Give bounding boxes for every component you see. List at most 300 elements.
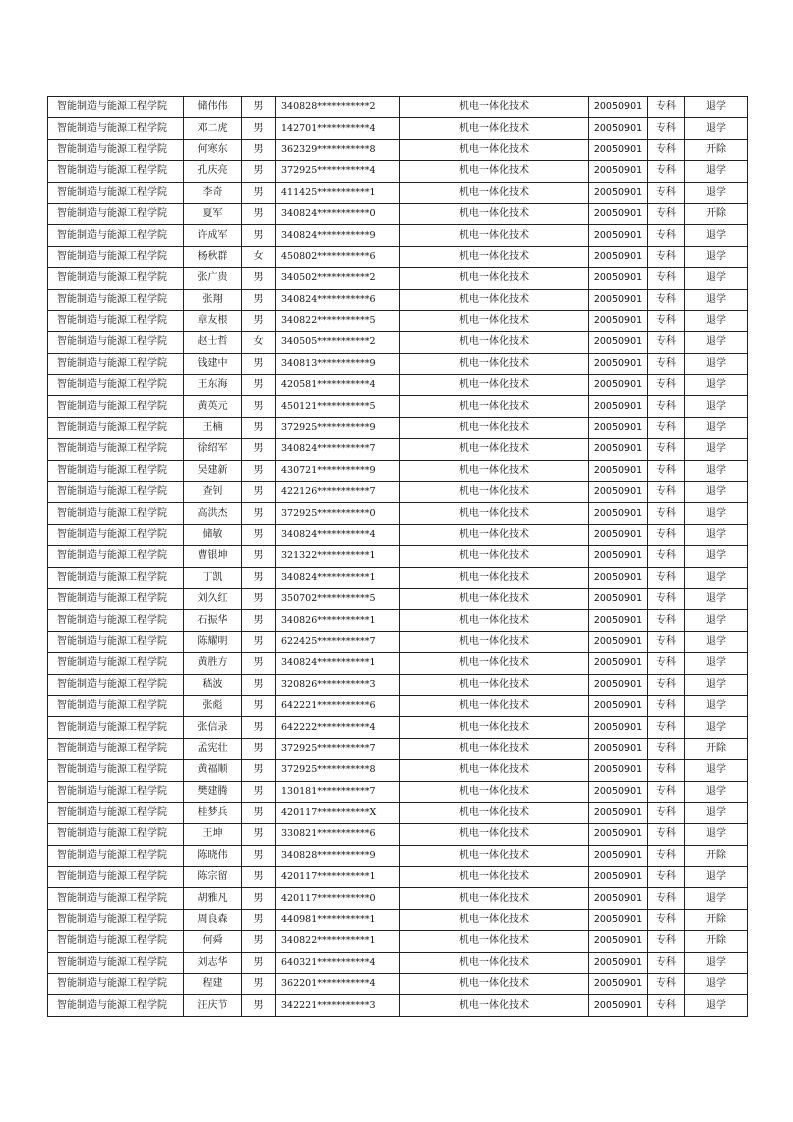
table-row: [48, 674, 748, 695]
enroll-date-cell: 20050901: [589, 695, 648, 716]
major-cell: 机电一体化技术: [400, 610, 589, 631]
gender-cell: 男: [242, 974, 276, 995]
enroll-date-cell: 20050901: [589, 310, 648, 331]
table-row: [48, 310, 748, 331]
status-cell: 退学: [685, 353, 748, 374]
status-cell: 退学: [685, 824, 748, 845]
major-cell: 机电一体化技术: [400, 396, 589, 417]
table-row: [48, 268, 748, 289]
gender-cell: 男: [242, 417, 276, 438]
college-cell: 智能制造与能源工程学院: [48, 482, 184, 503]
level-cell: 专科: [648, 588, 685, 609]
level-cell: 专科: [648, 567, 685, 588]
level-cell: 专科: [648, 931, 685, 952]
id-number-cell: 321322***********1: [276, 546, 400, 567]
college-cell: 智能制造与能源工程学院: [48, 118, 184, 139]
id-number-cell: 430721***********9: [276, 460, 400, 481]
id-number-cell: 340826***********1: [276, 610, 400, 631]
table-row: [48, 995, 748, 1016]
status-cell: 退学: [685, 310, 748, 331]
status-cell: 退学: [685, 695, 748, 716]
id-number-cell: 330821***********6: [276, 824, 400, 845]
status-cell: 退学: [685, 246, 748, 267]
college-cell: 智能制造与能源工程学院: [48, 588, 184, 609]
status-cell: 退学: [685, 417, 748, 438]
gender-cell: 男: [242, 588, 276, 609]
gender-cell: 男: [242, 674, 276, 695]
major-cell: 机电一体化技术: [400, 353, 589, 374]
status-cell: 开除: [685, 909, 748, 930]
student-name-cell: 杨秋群: [184, 246, 242, 267]
level-cell: 专科: [648, 610, 685, 631]
student-name-cell: 张广贵: [184, 268, 242, 289]
enroll-date-cell: 20050901: [589, 268, 648, 289]
major-cell: 机电一体化技术: [400, 161, 589, 182]
table-row: [48, 524, 748, 545]
student-name-cell: 周良森: [184, 909, 242, 930]
gender-cell: 男: [242, 845, 276, 866]
table-row: [48, 396, 748, 417]
id-number-cell: 450802***********6: [276, 246, 400, 267]
table-row: [48, 503, 748, 524]
college-cell: 智能制造与能源工程学院: [48, 909, 184, 930]
level-cell: 专科: [648, 674, 685, 695]
status-cell: 退学: [685, 888, 748, 909]
college-cell: 智能制造与能源工程学院: [48, 845, 184, 866]
major-cell: 机电一体化技术: [400, 310, 589, 331]
table-row: [48, 867, 748, 888]
major-cell: 机电一体化技术: [400, 909, 589, 930]
gender-cell: 男: [242, 802, 276, 823]
table-row: [48, 439, 748, 460]
student-name-cell: 孟宪壮: [184, 738, 242, 759]
status-cell: 退学: [685, 610, 748, 631]
college-cell: 智能制造与能源工程学院: [48, 674, 184, 695]
table-row: [48, 353, 748, 374]
enroll-date-cell: 20050901: [589, 995, 648, 1016]
major-cell: 机电一体化技术: [400, 653, 589, 674]
student-name-cell: 吴建新: [184, 460, 242, 481]
level-cell: 专科: [648, 546, 685, 567]
student-name-cell: 程建: [184, 974, 242, 995]
enroll-date-cell: 20050901: [589, 524, 648, 545]
college-cell: 智能制造与能源工程学院: [48, 802, 184, 823]
student-name-cell: 樊建腾: [184, 781, 242, 802]
student-name-cell: 何舜: [184, 931, 242, 952]
gender-cell: 男: [242, 439, 276, 460]
student-name-cell: 张信录: [184, 717, 242, 738]
level-cell: 专科: [648, 396, 685, 417]
id-number-cell: 130181***********7: [276, 781, 400, 802]
status-cell: 退学: [685, 867, 748, 888]
enroll-date-cell: 20050901: [589, 588, 648, 609]
level-cell: 专科: [648, 695, 685, 716]
gender-cell: 男: [242, 995, 276, 1016]
student-name-cell: 陈耀明: [184, 631, 242, 652]
gender-cell: 男: [242, 781, 276, 802]
student-name-cell: 许成军: [184, 225, 242, 246]
level-cell: 专科: [648, 781, 685, 802]
gender-cell: 男: [242, 909, 276, 930]
student-name-cell: 黄福顺: [184, 760, 242, 781]
student-name-cell: 李奇: [184, 182, 242, 203]
table-row: [48, 289, 748, 310]
id-number-cell: 340824***********1: [276, 567, 400, 588]
id-number-cell: 340824***********9: [276, 225, 400, 246]
status-cell: 开除: [685, 845, 748, 866]
gender-cell: 男: [242, 97, 276, 118]
id-number-cell: 340813***********9: [276, 353, 400, 374]
id-number-cell: 362201***********4: [276, 974, 400, 995]
status-cell: 退学: [685, 182, 748, 203]
level-cell: 专科: [648, 139, 685, 160]
status-cell: 退学: [685, 974, 748, 995]
student-name-cell: 夏军: [184, 203, 242, 224]
enroll-date-cell: 20050901: [589, 909, 648, 930]
major-cell: 机电一体化技术: [400, 952, 589, 973]
gender-cell: 男: [242, 653, 276, 674]
college-cell: 智能制造与能源工程学院: [48, 503, 184, 524]
college-cell: 智能制造与能源工程学院: [48, 268, 184, 289]
enroll-date-cell: 20050901: [589, 289, 648, 310]
college-cell: 智能制造与能源工程学院: [48, 310, 184, 331]
enroll-date-cell: 20050901: [589, 97, 648, 118]
table-row: [48, 246, 748, 267]
major-cell: 机电一体化技术: [400, 781, 589, 802]
student-name-cell: 黄英元: [184, 396, 242, 417]
student-name-cell: 胡雅凡: [184, 888, 242, 909]
status-cell: 退学: [685, 802, 748, 823]
enroll-date-cell: 20050901: [589, 139, 648, 160]
id-number-cell: 622425***********7: [276, 631, 400, 652]
id-number-cell: 420117***********X: [276, 802, 400, 823]
enroll-date-cell: 20050901: [589, 503, 648, 524]
enroll-date-cell: 20050901: [589, 888, 648, 909]
level-cell: 专科: [648, 289, 685, 310]
table-row: [48, 610, 748, 631]
major-cell: 机电一体化技术: [400, 118, 589, 139]
student-name-cell: 张彪: [184, 695, 242, 716]
college-cell: 智能制造与能源工程学院: [48, 931, 184, 952]
enroll-date-cell: 20050901: [589, 631, 648, 652]
gender-cell: 男: [242, 375, 276, 396]
level-cell: 专科: [648, 631, 685, 652]
enroll-date-cell: 20050901: [589, 974, 648, 995]
major-cell: 机电一体化技术: [400, 417, 589, 438]
major-cell: 机电一体化技术: [400, 845, 589, 866]
student-name-cell: 张翔: [184, 289, 242, 310]
gender-cell: 男: [242, 161, 276, 182]
college-cell: 智能制造与能源工程学院: [48, 631, 184, 652]
id-number-cell: 422126***********7: [276, 482, 400, 503]
id-number-cell: 372925***********7: [276, 738, 400, 759]
major-cell: 机电一体化技术: [400, 332, 589, 353]
college-cell: 智能制造与能源工程学院: [48, 760, 184, 781]
student-name-cell: 刘志华: [184, 952, 242, 973]
table-row: [48, 225, 748, 246]
gender-cell: 男: [242, 610, 276, 631]
major-cell: 机电一体化技术: [400, 203, 589, 224]
gender-cell: 男: [242, 482, 276, 503]
major-cell: 机电一体化技术: [400, 482, 589, 503]
level-cell: 专科: [648, 738, 685, 759]
major-cell: 机电一体化技术: [400, 931, 589, 952]
status-cell: 退学: [685, 460, 748, 481]
gender-cell: 男: [242, 631, 276, 652]
table-row: [48, 717, 748, 738]
college-cell: 智能制造与能源工程学院: [48, 567, 184, 588]
level-cell: 专科: [648, 182, 685, 203]
student-name-cell: 刘久红: [184, 588, 242, 609]
gender-cell: 男: [242, 760, 276, 781]
table-row: [48, 567, 748, 588]
college-cell: 智能制造与能源工程学院: [48, 824, 184, 845]
status-cell: 退学: [685, 332, 748, 353]
enroll-date-cell: 20050901: [589, 225, 648, 246]
student-name-cell: 王楠: [184, 417, 242, 438]
gender-cell: 男: [242, 139, 276, 160]
student-name-cell: 石振华: [184, 610, 242, 631]
college-cell: 智能制造与能源工程学院: [48, 952, 184, 973]
college-cell: 智能制造与能源工程学院: [48, 246, 184, 267]
enroll-date-cell: 20050901: [589, 460, 648, 481]
student-name-cell: 汪庆节: [184, 995, 242, 1016]
status-cell: 退学: [685, 396, 748, 417]
enroll-date-cell: 20050901: [589, 717, 648, 738]
level-cell: 专科: [648, 524, 685, 545]
level-cell: 专科: [648, 97, 685, 118]
level-cell: 专科: [648, 460, 685, 481]
enroll-date-cell: 20050901: [589, 610, 648, 631]
id-number-cell: 142701***********4: [276, 118, 400, 139]
id-number-cell: 640321***********4: [276, 952, 400, 973]
id-number-cell: 450121***********5: [276, 396, 400, 417]
major-cell: 机电一体化技术: [400, 995, 589, 1016]
table-row: [48, 375, 748, 396]
status-cell: 退学: [685, 674, 748, 695]
student-name-cell: 邓二虎: [184, 118, 242, 139]
enroll-date-cell: 20050901: [589, 824, 648, 845]
gender-cell: 男: [242, 503, 276, 524]
gender-cell: 男: [242, 225, 276, 246]
status-cell: 退学: [685, 653, 748, 674]
gender-cell: 男: [242, 268, 276, 289]
level-cell: 专科: [648, 760, 685, 781]
student-name-cell: 陈宗留: [184, 867, 242, 888]
gender-cell: 男: [242, 717, 276, 738]
major-cell: 机电一体化技术: [400, 246, 589, 267]
level-cell: 专科: [648, 995, 685, 1016]
student-name-cell: 赵士哲: [184, 332, 242, 353]
enroll-date-cell: 20050901: [589, 182, 648, 203]
table-row: [48, 845, 748, 866]
enroll-date-cell: 20050901: [589, 653, 648, 674]
student-name-cell: 储敏: [184, 524, 242, 545]
major-cell: 机电一体化技术: [400, 824, 589, 845]
gender-cell: 男: [242, 824, 276, 845]
id-number-cell: 320826***********3: [276, 674, 400, 695]
id-number-cell: 372925***********8: [276, 760, 400, 781]
table-row: [48, 460, 748, 481]
enroll-date-cell: 20050901: [589, 931, 648, 952]
gender-cell: 男: [242, 952, 276, 973]
college-cell: 智能制造与能源工程学院: [48, 353, 184, 374]
student-name-cell: 章友根: [184, 310, 242, 331]
college-cell: 智能制造与能源工程学院: [48, 867, 184, 888]
table-row: [48, 824, 748, 845]
student-name-cell: 何寒东: [184, 139, 242, 160]
college-cell: 智能制造与能源工程学院: [48, 524, 184, 545]
major-cell: 机电一体化技术: [400, 546, 589, 567]
college-cell: 智能制造与能源工程学院: [48, 439, 184, 460]
college-cell: 智能制造与能源工程学院: [48, 375, 184, 396]
enroll-date-cell: 20050901: [589, 845, 648, 866]
table-row: [48, 161, 748, 182]
level-cell: 专科: [648, 717, 685, 738]
college-cell: 智能制造与能源工程学院: [48, 610, 184, 631]
major-cell: 机电一体化技术: [400, 289, 589, 310]
id-number-cell: 340824***********1: [276, 653, 400, 674]
level-cell: 专科: [648, 974, 685, 995]
college-cell: 智能制造与能源工程学院: [48, 974, 184, 995]
status-cell: 退学: [685, 588, 748, 609]
major-cell: 机电一体化技术: [400, 460, 589, 481]
table-body: [48, 97, 748, 1017]
college-cell: 智能制造与能源工程学院: [48, 161, 184, 182]
college-cell: 智能制造与能源工程学院: [48, 653, 184, 674]
status-cell: 退学: [685, 118, 748, 139]
level-cell: 专科: [648, 867, 685, 888]
level-cell: 专科: [648, 310, 685, 331]
major-cell: 机电一体化技术: [400, 588, 589, 609]
level-cell: 专科: [648, 909, 685, 930]
id-number-cell: 420117***********1: [276, 867, 400, 888]
level-cell: 专科: [648, 225, 685, 246]
status-cell: 退学: [685, 503, 748, 524]
table-row: [48, 139, 748, 160]
enroll-date-cell: 20050901: [589, 952, 648, 973]
gender-cell: 男: [242, 118, 276, 139]
gender-cell: 男: [242, 203, 276, 224]
id-number-cell: 372925***********9: [276, 417, 400, 438]
level-cell: 专科: [648, 888, 685, 909]
status-cell: 退学: [685, 289, 748, 310]
enroll-date-cell: 20050901: [589, 674, 648, 695]
status-cell: 退学: [685, 97, 748, 118]
gender-cell: 男: [242, 182, 276, 203]
id-number-cell: 340822***********5: [276, 310, 400, 331]
college-cell: 智能制造与能源工程学院: [48, 888, 184, 909]
major-cell: 机电一体化技术: [400, 867, 589, 888]
status-cell: 退学: [685, 268, 748, 289]
college-cell: 智能制造与能源工程学院: [48, 203, 184, 224]
gender-cell: 男: [242, 353, 276, 374]
id-number-cell: 440981***********1: [276, 909, 400, 930]
status-cell: 退学: [685, 546, 748, 567]
table-row: [48, 695, 748, 716]
id-number-cell: 340828***********2: [276, 97, 400, 118]
enroll-date-cell: 20050901: [589, 781, 648, 802]
id-number-cell: 340824***********4: [276, 524, 400, 545]
status-cell: 退学: [685, 524, 748, 545]
major-cell: 机电一体化技术: [400, 717, 589, 738]
table-row: [48, 482, 748, 503]
enroll-date-cell: 20050901: [589, 203, 648, 224]
enroll-date-cell: 20050901: [589, 760, 648, 781]
table-row: [48, 588, 748, 609]
status-cell: 退学: [685, 225, 748, 246]
enroll-date-cell: 20050901: [589, 417, 648, 438]
level-cell: 专科: [648, 246, 685, 267]
id-number-cell: 362329***********8: [276, 139, 400, 160]
enroll-date-cell: 20050901: [589, 482, 648, 503]
table-row: [48, 417, 748, 438]
gender-cell: 男: [242, 738, 276, 759]
id-number-cell: 642221***********6: [276, 695, 400, 716]
student-name-cell: 嵇波: [184, 674, 242, 695]
student-name-cell: 曹银坤: [184, 546, 242, 567]
major-cell: 机电一体化技术: [400, 567, 589, 588]
student-name-cell: 王坤: [184, 824, 242, 845]
level-cell: 专科: [648, 952, 685, 973]
level-cell: 专科: [648, 161, 685, 182]
id-number-cell: 340828***********9: [276, 845, 400, 866]
major-cell: 机电一体化技术: [400, 375, 589, 396]
major-cell: 机电一体化技术: [400, 139, 589, 160]
enroll-date-cell: 20050901: [589, 567, 648, 588]
level-cell: 专科: [648, 118, 685, 139]
gender-cell: 男: [242, 695, 276, 716]
table-row: [48, 952, 748, 973]
table-row: [48, 974, 748, 995]
college-cell: 智能制造与能源工程学院: [48, 417, 184, 438]
table-row: [48, 97, 748, 118]
student-name-cell: 丁凯: [184, 567, 242, 588]
student-name-cell: 储伟伟: [184, 97, 242, 118]
student-name-cell: 钱建中: [184, 353, 242, 374]
major-cell: 机电一体化技术: [400, 182, 589, 203]
student-status-table: [47, 96, 748, 1017]
id-number-cell: 372925***********4: [276, 161, 400, 182]
college-cell: 智能制造与能源工程学院: [48, 995, 184, 1016]
college-cell: 智能制造与能源工程学院: [48, 695, 184, 716]
table-row: [48, 332, 748, 353]
table-row: [48, 203, 748, 224]
id-number-cell: 340502***********2: [276, 268, 400, 289]
enroll-date-cell: 20050901: [589, 439, 648, 460]
table-row: [48, 760, 748, 781]
table-row: [48, 631, 748, 652]
gender-cell: 男: [242, 888, 276, 909]
level-cell: 专科: [648, 653, 685, 674]
table-row: [48, 802, 748, 823]
major-cell: 机电一体化技术: [400, 674, 589, 695]
enroll-date-cell: 20050901: [589, 246, 648, 267]
status-cell: 开除: [685, 203, 748, 224]
major-cell: 机电一体化技术: [400, 524, 589, 545]
enroll-date-cell: 20050901: [589, 802, 648, 823]
college-cell: 智能制造与能源工程学院: [48, 396, 184, 417]
id-number-cell: 642222***********4: [276, 717, 400, 738]
student-name-cell: 桂梦兵: [184, 802, 242, 823]
id-number-cell: 372925***********0: [276, 503, 400, 524]
college-cell: 智能制造与能源工程学院: [48, 97, 184, 118]
id-number-cell: 342221***********3: [276, 995, 400, 1016]
major-cell: 机电一体化技术: [400, 802, 589, 823]
level-cell: 专科: [648, 503, 685, 524]
student-name-cell: 徐绍军: [184, 439, 242, 460]
id-number-cell: 340824***********7: [276, 439, 400, 460]
